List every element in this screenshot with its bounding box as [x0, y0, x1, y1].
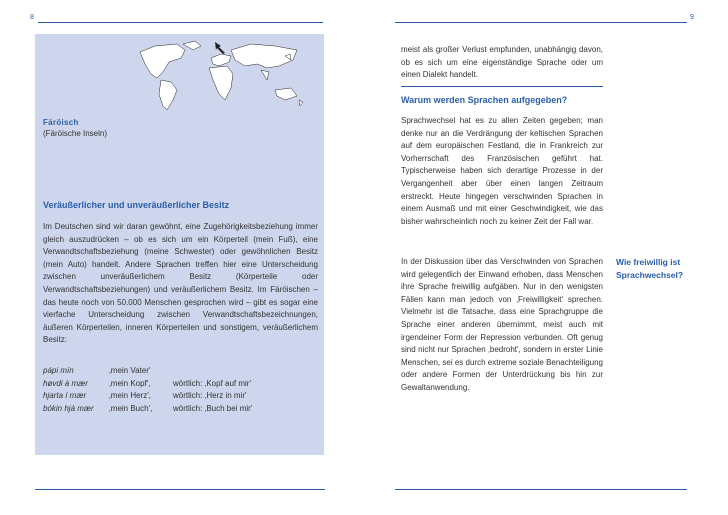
example-faroese: bókin hjá mær [43, 403, 94, 413]
top-rule-right [395, 22, 687, 23]
section-heading: Warum werden Sprachen aufgegeben? [401, 95, 568, 105]
world-map [35, 34, 324, 114]
box-text [43, 221, 318, 347]
info-box [35, 34, 324, 455]
paragraph-1: Sprachwechsel hat es zu allen Zeiten gegeben; man denke nur an die Verdrängung der keltischen Sprachen auf dem europäischen Festland, die in Frankreich zur Vorherrschaft des Französischen geführt hat. Typischerweise haben sich derartige Prozesse in der Vergangenheit aber über einen langen Zeitraum erstreckt. Heute hingegen verschwinden Sprachen in einem Ausmaß und mit einer Geschwindigkeit, wie das bisher wahrscheinlich noch zu keiner Zeit der Fall war. [401, 116, 603, 226]
example-literal: wörtlich: ‚Herz in mir' [173, 391, 247, 401]
body-paragraph-2 [401, 256, 603, 395]
intro-paragraph: meist als großer Verlust empfunden, unabhängig davon, ob es sich um eine eigenständige Sprache oder um einen Dialekt handelt. [401, 45, 603, 80]
example-literal: wörtlich: ‚Buch bei mir' [173, 403, 253, 413]
paragraph-2: In der Diskussion über das Verschwinden von Sprachen wird gelegentlich der Einwand erhoben, dass Menschen ihre Sprache freiwillig aufgäben. Nur in den wenigsten Fällen kann man jedoch von ‚Freiwilligkeit' sprechen. Vielmehr ist die Tatsache, dass eine Sprachgruppe die Sprache einer anderen übernimmt, meist auch mit irgendeiner Form der Repression verbunden. Oft genug sind nicht nur Sprachen ‚bedroht', sondern in erster Linie Menschen, sei es durch extreme soziale Benachteiligung oder andere Formen der Unterdrückung bis hin zur Gewaltanwendung. [401, 257, 603, 392]
example-row [43, 378, 323, 391]
examples-list [43, 365, 323, 415]
example-row [43, 365, 323, 378]
top-rule-left [38, 22, 323, 23]
example-german: ‚mein Vater' [109, 366, 151, 375]
page-number-left: 8 [30, 14, 34, 21]
example-row [43, 403, 323, 416]
bottom-rule-left [35, 489, 325, 490]
example-faroese: høvdi á mær [43, 378, 88, 388]
language-name: Färöisch [43, 118, 79, 127]
example-german: ‚mein Herz', [109, 391, 151, 401]
example-german: ‚mein Kopf', [109, 378, 151, 388]
example-row [43, 390, 323, 403]
body-paragraph-1 [401, 115, 603, 228]
example-literal [173, 365, 323, 378]
intro-text [401, 44, 603, 82]
bottom-rule-right [395, 489, 687, 490]
example-german: ‚mein Buch', [109, 403, 153, 413]
location-arrow-icon [215, 42, 225, 54]
box-paragraph: Im Deutschen sind wir daran gewöhnt, eine Zugehörigkeitsbeziehung immer gleich auszudrücken – ob es sich um ein Körperteil (mein Fuß), eine Verwandtschaftsbeziehung (meine Schwester) oder gewöhnlichen Besitz (mein Auto) handelt. Andere Sprachen treffen hier eine Unterscheidung zwischen unveräußerlichem Besitz (Körperteile oder Verwandtschaftsbeziehungen) und veräußerlichem Besitz. Im Färöischen – das heute noch von 50.000 Menschen gesprochen wird – gibt es sogar eine vierfache Unterscheidung zwischen Verwandtschaftsbezeichnungen, äußeren Körperteilen, inneren Körperteilen und sonstigem, veräußerlichem Besitz: [43, 222, 318, 345]
example-faroese: hjarta í mær [43, 391, 87, 401]
language-region: (Färöische Inseln) [43, 129, 108, 138]
example-literal: wörtlich: ‚Kopf auf mir' [173, 378, 251, 388]
margin-note: Wie freiwillig ist Sprachwechsel? [616, 257, 684, 280]
section-rule [401, 86, 603, 87]
page-number-right: 9 [690, 14, 694, 21]
example-faroese: pápi mín [43, 366, 74, 375]
box-heading: Veräußerlicher und unveräußerlicher Besitz [43, 200, 230, 210]
